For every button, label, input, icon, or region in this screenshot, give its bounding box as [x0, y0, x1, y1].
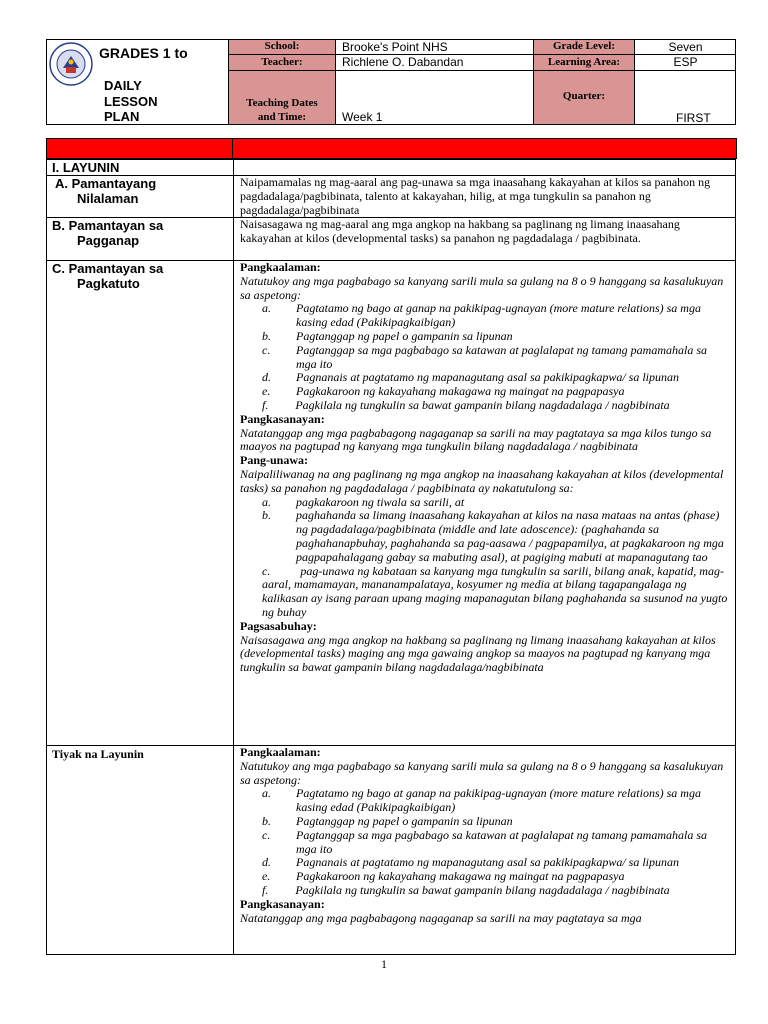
pang-unawa-intro: Naipaliliwanag na ang paglinang ng mga angkop na inaasahang kakayahan at kilos (developmental tasks) sa panahon ng pagdadalaga / pagbibinata ay nakatutulong sa:	[240, 466, 724, 495]
dlp-word-3: PLAN	[104, 109, 140, 124]
pangkasanayan-text: Natatanggap ang mga pagbabagong nagaganap sa sarili na may pagtataya sa mga	[240, 910, 642, 925]
pang-unawa-item-c: c. pag-unawa ng kabataan sa kanyang mga tungkulin sa sarili, bilang anak, kapatid, mag-aaral, mamamayan, mananampalataya, kosyumer ng media at bilang tagapangalaga ng kalikasan ay isang paraan upang maging mapanagutan bilang paghahanda sa susunod na yugto ng buhay	[262, 563, 728, 619]
dlp-word-1: DAILY	[104, 78, 142, 93]
teacher-value: Richlene O. Dabandan	[342, 55, 464, 69]
learning-area-value: ESP	[673, 55, 698, 69]
list-item: e. Pagkakaroon ng kakayahang makagawa ng maingat na pagpapasya	[262, 869, 625, 884]
list-item: d. Pagnanais at pagtatamo ng mapanagutang asal sa pakikipagkapwa/ sa lipunan	[262, 855, 679, 870]
pangkasanayan-heading: Pangkasanayan:	[240, 411, 325, 426]
pagsasabuhay-heading: Pagsasabuhay:	[240, 618, 317, 633]
pangkasanayan-heading: Pangkasanayan:	[240, 896, 325, 911]
pamantayang-nilalaman-text: Naipamamalas ng mag-aaral ang pag-unawa sa mga inaasahang kakayahan at kilos sa panahon ng pagdadalaga/pagbibinata, talento at kakayahan, hilig, at mga tungkulin sa panahon ng pagdadalaga/pagbibinata	[240, 175, 711, 217]
daily-lesson-plan-heading	[104, 78, 157, 125]
pangkaalaman-item-f: f. Pagkilala ng tungkulin sa bawat gampanin bilang nagdadalaga / nagbibinata	[262, 397, 670, 412]
teacher-label: Teacher:	[261, 56, 303, 68]
school-label: School:	[264, 40, 300, 52]
list-item: a. Pagtatamo ng bago at ganap na pakikipag-ugnayan (more mature relations) sa mga kasing edad (Pakikipagkaibigan)	[262, 301, 701, 330]
pang-unawa-list	[240, 496, 730, 565]
pangkaalaman-intro: Natutukoy ang mga pagbabago sa kanyang sarili mula sa gulang na 8 o 9 hanggang sa kasalukuyan sa aspetong:	[240, 273, 724, 302]
header-divider	[228, 70, 736, 71]
pangkaalaman-list	[240, 302, 730, 399]
list-item: a. Pagtatamo ng bago at ganap na pakikipag-ugnayan (more mature relations) sa mga kasing edad (Pakikipagkaibigan)	[262, 786, 701, 815]
quarter-value: FIRST	[676, 111, 711, 125]
pagsasabuhay-text: Naisasagawa ang mga angkop na hakbang sa paglinang ng limang inaasahang kakayahan at kilos (developmental tasks) maging ang mga gawaing angkop sa maayos na pagtupad ng kanyang mga tungkulin sa bawat gampanin bilang nagdadalaga/nagbibinata	[240, 632, 716, 675]
tiyak-na-layunin-label: Tiyak na Layunin	[52, 747, 144, 761]
list-item: e. Pagkakaroon ng kakayahang makagawa ng maingat na pagpapasya	[262, 384, 625, 399]
dlp-word-2: LESSON	[104, 93, 158, 109]
section-red-bar	[46, 138, 737, 159]
deped-seal-icon	[49, 42, 93, 86]
red-bar-divider	[232, 138, 233, 159]
pangkaalaman-item-f: f. Pagkilala ng tungkulin sa bawat gampanin bilang nagdadalaga / nagbibinata	[262, 882, 670, 897]
pangkaalaman-heading: Pangkaalaman:	[240, 260, 321, 274]
quarter-label: Quarter:	[562, 90, 606, 102]
grades-heading: GRADES 1 to	[99, 45, 188, 61]
pamantayan-sa-pagganap-text: Naisasagawa ng mag-aaral ang mga angkop na hakbang sa paglinang ng limang inaasahang kakayahan at kilos (developmental tasks) sa panahon ng pagdadalaga / pagbibinata.	[240, 217, 680, 245]
pamantayan-sa-pagganap-label: B. Pamantayan sa Pagganap	[52, 218, 164, 248]
layunin-heading: I. LAYUNIN	[52, 160, 120, 175]
list-item: b. paghahanda sa limang inaasahang kakayahan at kilos na nasa mataas na antas (phase) ng pagdadalaga/pagbibinata (middle and late adoscence): (paghahanda sa paghahanapbuhay, paghahanda sa pag-aasawa / pagpapamilya, at pagkakaroon ng mga pagpapahalagang gabay sa mabuting asal), at pagiging mabuti at mapanagutang tao	[262, 508, 724, 564]
pang-unawa-heading: Pang-unawa:	[240, 453, 309, 468]
pangkaalaman-heading: Pangkaalaman:	[240, 746, 321, 759]
pangkasanayan-text: Natatanggap ang mga pagbabagong nagaganap sa sarili na may pagtataya sa mga kilos tungo sa maayos na pagtupad ng kanyang mga tungkulin bilang nagdadalaga / nagbibinata	[240, 425, 712, 454]
dates-label-line1: Teaching Dates	[246, 97, 318, 109]
tiyak-na-layunin-content	[240, 746, 730, 954]
dates-value: Week 1	[342, 110, 383, 124]
grade-level-value: Seven	[668, 40, 703, 54]
school-value: Brooke's Point NHS	[342, 40, 448, 54]
grade-level-label: Grade Level:	[552, 40, 615, 52]
pamantayan-sa-pagkatuto-label: C. Pamantayan sa Pagkatuto	[52, 261, 164, 291]
pamantayang-nilalaman-label: A. Pamantayang Nilalaman	[55, 176, 157, 206]
page-number: 1	[381, 957, 387, 971]
list-item: a. pagkakaroon ng tiwala sa sarili, at	[262, 494, 465, 509]
list-item: c. Pagtanggap sa mga pagbabago sa katawan at paglalapat ng tamang pamamahala sa mga ito	[262, 827, 708, 856]
pangkaalaman-intro: Natutukoy ang mga pagbabago sa kanyang sarili mula sa gulang na 8 o 9 hanggang sa kasalukuyan sa aspetong:	[240, 758, 724, 787]
list-item: b. Pagtanggap ng papel o gampanin sa lipunan	[262, 813, 513, 828]
dates-label-line2: and Time:	[257, 111, 307, 123]
header-divider	[335, 39, 336, 125]
list-item: d. Pagnanais at pagtatamo ng mapanagutang asal sa pakikipagkapwa/ sa lipunan	[262, 370, 679, 385]
learning-area-label: Learning Area:	[547, 56, 621, 68]
pagkatuto-content	[240, 261, 730, 675]
list-item: b. Pagtanggap ng papel o gampanin sa lipunan	[262, 328, 513, 343]
pangkaalaman-list	[240, 787, 730, 884]
list-item: c. Pagtanggap sa mga pagbabago sa katawan at paglalapat ng tamang pamamahala sa mga ito	[262, 342, 708, 371]
table-column-divider	[233, 159, 234, 955]
